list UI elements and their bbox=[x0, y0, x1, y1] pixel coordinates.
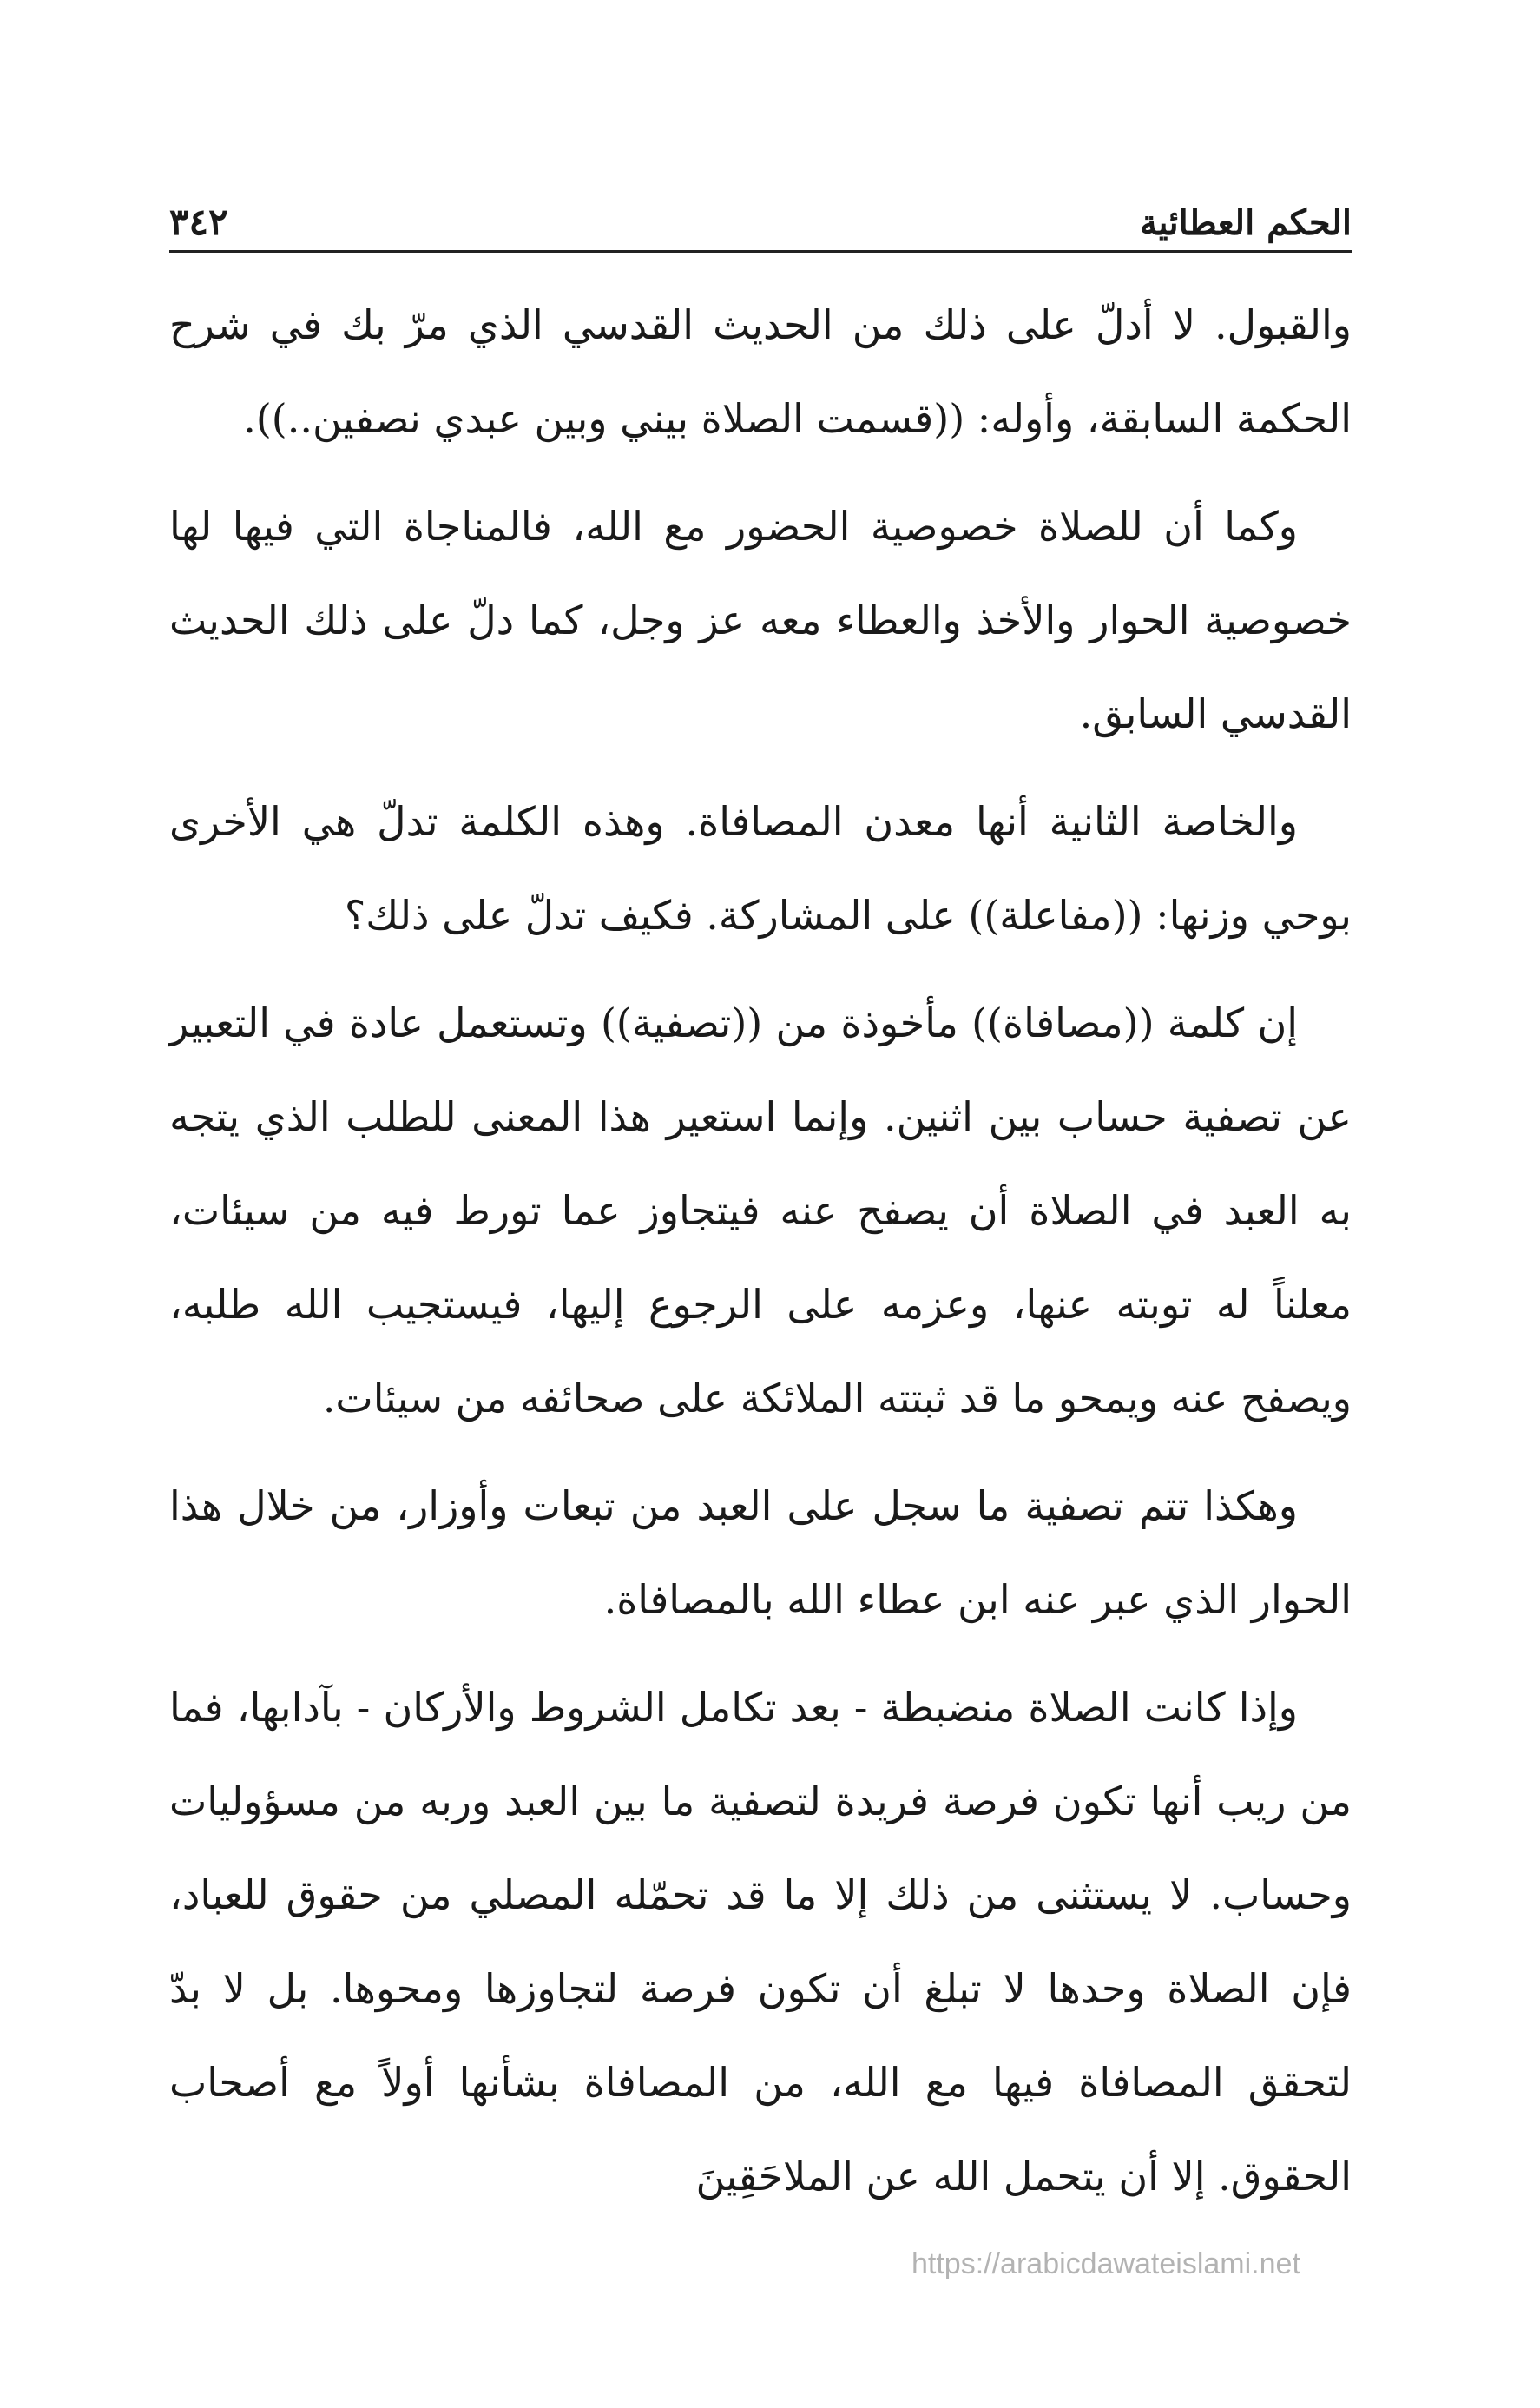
paragraph: وهكذا تتم تصفية ما سجل على العبد من تبعات وأوزار، من خلال هذا الحوار الذي عبر عنه ابن عطاء الله بالمصافاة. bbox=[169, 1482, 1352, 1623]
paragraph: والخاصة الثانية أنها معدن المصافاة. وهذه الكلمة تدلّ هي الأخرى بوحي وزنها: ((مفاعلة)) على المشاركة. فكيف تدلّ على ذلك؟ bbox=[169, 798, 1352, 939]
paragraph: إن كلمة ((مصافاة)) مأخوذة من ((تصفية)) وتستعمل عادة في التعبير عن تصفية حساب بين اثنين. وإنما استعير هذا المعنى للطلب الذي يتجه به العبد في الصلاة أن يصفح عنه فيتجاوز عما تورط فيه من سيئات، معلناً له توبته عنها، وعزمه على الرجوع إليها، فيستجيب الله طلبه، ويصفح عنه ويمحو ما قد ثبتته الملائكة على صحائفه من سيئات. bbox=[169, 999, 1352, 1422]
paragraph: والقبول. لا أدلّ على ذلك من الحديث القدسي الذي مرّ بك في شرح الحكمة السابقة، وأوله: ((قسمت الصلاة بيني وبين عبدي نصفين..)). bbox=[169, 301, 1352, 442]
header-rule bbox=[169, 250, 1352, 253]
body-text bbox=[169, 278, 1352, 2237]
paragraph: وإذا كانت الصلاة منضبطة - بعد تكامل الشروط والأركان - بآدابها، فما من ريب أنها تكون فرصة فريدة لتصفية ما بين العبد وربه من مسؤوليات وحساب. لا يستثنى من ذلك إلا ما قد تحمّله المصلي من حقوق للعباد، فإن الصلاة وحدها لا تبلغ أن تكون فرصة لتجاوزها ومحوها. بل لا بدّ لتحقق المصافاة فيها مع الله، من المصافاة بشأنها أولاً مع أصحاب الحقوق. إلا أن يتحمل الله عن الملاحَقِينَ bbox=[169, 1684, 1352, 2200]
book-title: الحكم العطائية bbox=[1139, 202, 1352, 243]
running-header bbox=[169, 189, 1352, 250]
paragraph: وكما أن للصلاة خصوصية الحضور مع الله، فالمناجاة التي فيها لها خصوصية الحوار والأخذ والعطاء معه عز وجل، كما دلّ على ذلك الحديث القدسي السابق. bbox=[169, 503, 1352, 737]
page-number: ٣٤٢ bbox=[169, 201, 228, 243]
watermark-url: https://arabicdawateislami.net bbox=[911, 2247, 1300, 2280]
